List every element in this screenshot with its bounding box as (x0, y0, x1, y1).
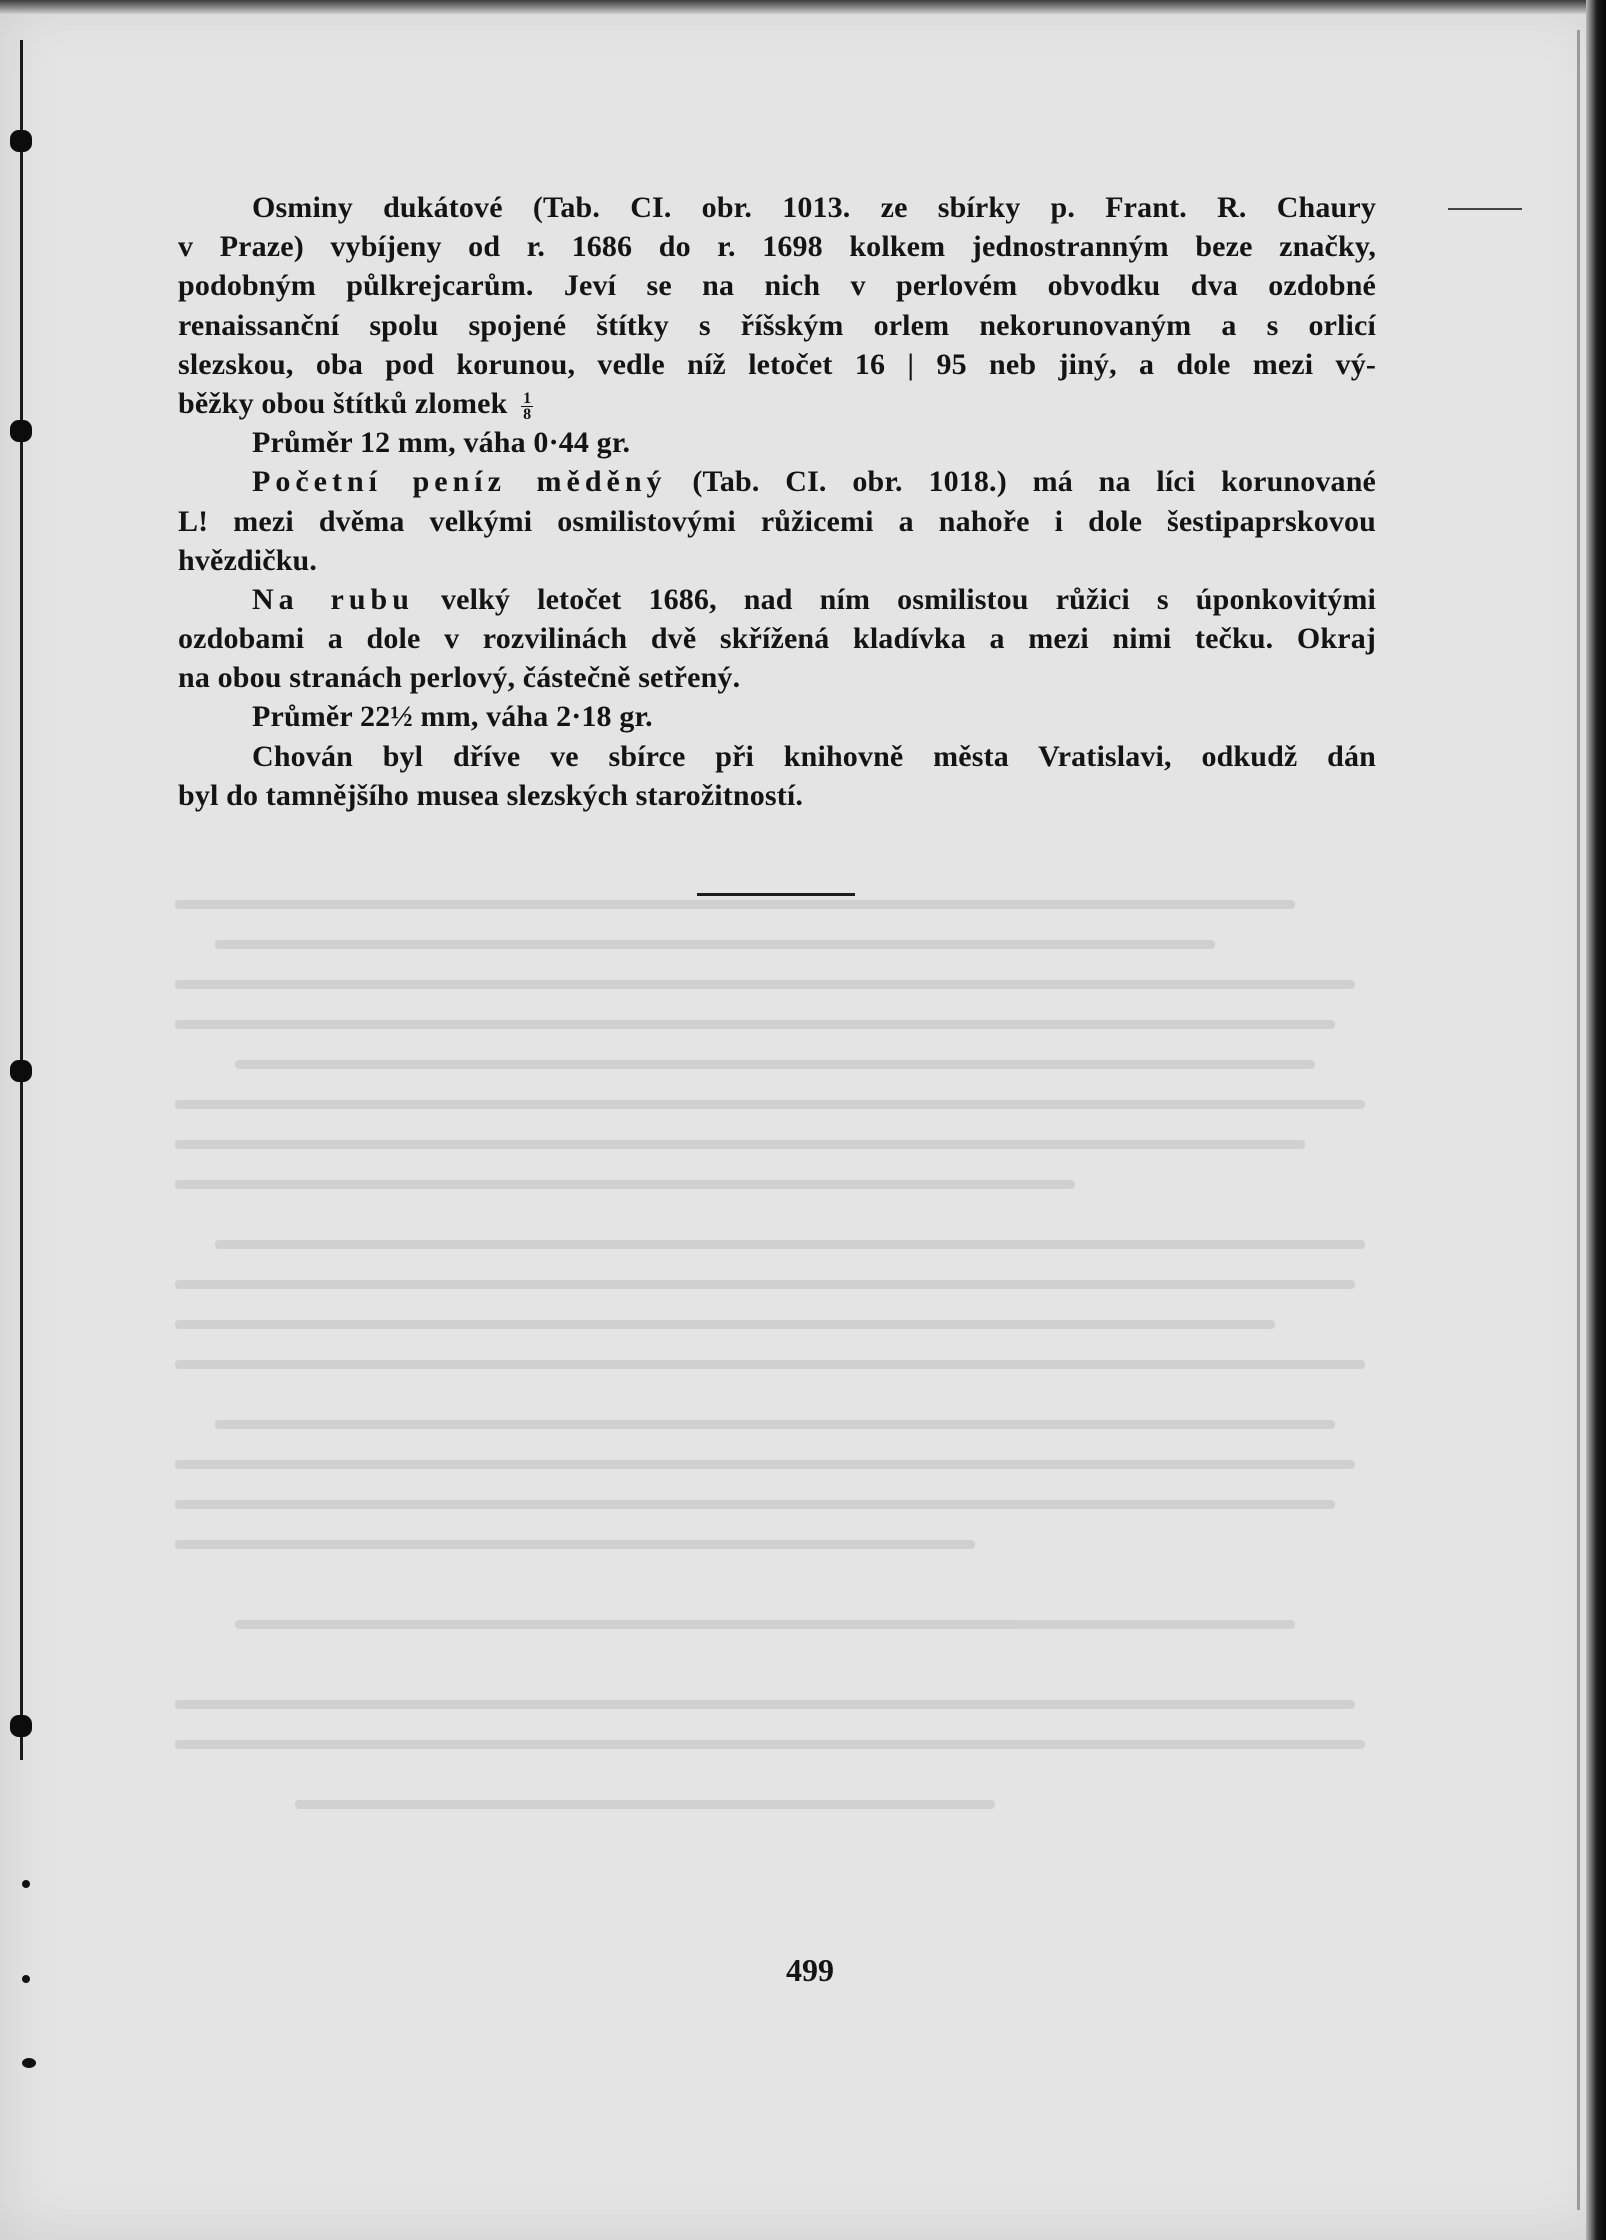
text-line-content: velký letočet 1686, nad ním osmilistou růžici s úponkovitými (413, 582, 1376, 616)
paragraph-na-rubu (178, 580, 1376, 698)
paragraph-pocetni-peniz (178, 462, 1376, 580)
emphasized-lead: Početní peníz měděný (252, 465, 667, 499)
measurement-line: Průměr 12 mm, váha 0·44 gr. (252, 426, 631, 460)
fraction-one-eighth (521, 391, 533, 422)
binding-knot (10, 1060, 32, 1082)
emphasized-lead: Na rubu (252, 582, 414, 616)
binding-thread (18, 40, 25, 1760)
margin-pencil-mark (1448, 208, 1522, 210)
page-right-inner-shadow (1577, 30, 1580, 2210)
bleed-through-from-reverse (175, 900, 1385, 1940)
text-line-content: běžky obou štítků zlomek (178, 386, 508, 420)
measurement-line: Průměr 22½ mm, váha 2·18 gr. (252, 700, 653, 734)
text-line: v Praze) vybíjeny od r. 1686 do r. 1698 kolkem jednostranným beze značky, (178, 230, 1376, 264)
margin-speck (22, 2058, 36, 2068)
paragraph-chovan (178, 737, 1376, 815)
fraction-denominator: 8 (523, 405, 532, 423)
text-line: renaissanční spolu spojené štítky s říšským orlem nekorunovaným a s orlicí (178, 308, 1376, 342)
binding-thread-line (20, 40, 23, 1760)
text-line: Chován byl dříve ve sbírce při knihovně města Vratislavi, odkudž dán (252, 739, 1376, 773)
text-line (178, 384, 1376, 423)
text-line: podobným půlkrejcarům. Jeví se na nich v perlovém obvodku dva ozdobné (178, 269, 1376, 303)
margin-speck (22, 1975, 30, 1983)
body-text (178, 188, 1376, 815)
page-number: 499 (786, 1952, 834, 1988)
text-line (178, 188, 1376, 227)
fraction-numerator: 1 (523, 389, 532, 407)
paragraph-osminy (178, 188, 1376, 423)
text-line-content: (Tab. CI. obr. 1018.) má na líci korunované (666, 465, 1376, 499)
binding-knot (10, 420, 32, 442)
text-line (178, 580, 1376, 619)
text-line (178, 462, 1376, 501)
binding-knot (10, 130, 32, 152)
text-line: slezskou, oba pod korunou, vedle níž letočet 16 | 95 neb jiný, a dole mezi vý- (178, 347, 1376, 381)
text-line: byl do tamnějšího musea slezských starožitností. (178, 778, 803, 812)
text-line-content: Osminy dukátové (Tab. CI. obr. 1013. ze sbírky p. Frant. R. Chaury (252, 191, 1376, 224)
text-line: na obou stranách perlový, částečně setřený. (178, 661, 741, 695)
page-right-edge-shadow (1586, 0, 1606, 2240)
section-end-rule (697, 893, 855, 896)
text-line: ozdobami a dole v rozvilinách dvě skřížená kladívka a mezi nimi tečku. Okraj (178, 622, 1376, 656)
text-line: L! mezi dvěma velkými osmilistovými růžicemi a nahoře i dole šestipaprskovou (178, 504, 1376, 538)
margin-speck (22, 1880, 30, 1888)
text-line: hvězdičku. (178, 543, 318, 577)
page-top-edge-shadow (0, 0, 1590, 14)
binding-knot (10, 1715, 32, 1737)
